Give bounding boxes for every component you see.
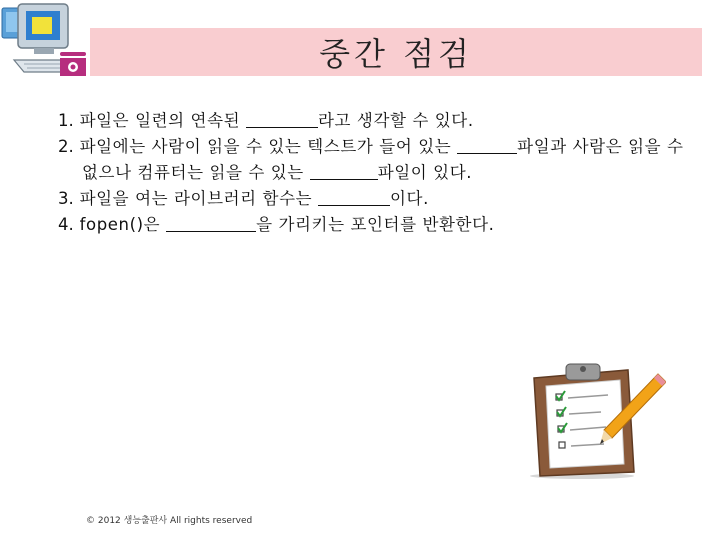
question-number: 1. <box>58 111 74 130</box>
clipboard-checklist-clipart-icon <box>516 360 666 480</box>
question-2 <box>58 134 698 186</box>
answer-blank <box>166 216 256 232</box>
computer-clipart-icon <box>0 0 90 82</box>
question-text: fopen()은 <box>79 215 167 234</box>
question-text: 파일을 여는 라이브러리 함수는 <box>79 189 318 208</box>
question-text: 파일에는 사람이 읽을 수 있는 텍스트가 들어 있는 <box>79 137 458 156</box>
question-1 <box>58 108 698 134</box>
answer-blank <box>318 190 390 206</box>
slide-title: 중간 점검 <box>319 35 473 73</box>
question-number: 2. <box>58 137 74 156</box>
question-list <box>58 108 698 238</box>
question-text: 라고 생각할 수 있다. <box>318 111 474 130</box>
answer-blank <box>246 112 318 128</box>
question-3 <box>58 186 698 212</box>
question-4 <box>58 212 698 238</box>
question-text: 파일이 있다. <box>377 163 473 182</box>
question-text: 이다. <box>390 189 429 208</box>
question-number: 3. <box>58 189 74 208</box>
copyright-footer: © 2012 생능출판사 All rights reserved <box>86 516 253 526</box>
title-bar <box>90 28 702 76</box>
question-text: 파일은 일련의 연속된 <box>79 111 246 130</box>
question-text: 파일과 사람은 읽을 수 없으나 컴퓨터는 읽을 수 있는 <box>82 137 684 182</box>
answer-blank <box>310 164 378 180</box>
answer-blank <box>457 138 517 154</box>
question-text: 을 가리키는 포인터를 반환한다. <box>256 215 495 234</box>
question-number: 4. <box>58 215 74 234</box>
